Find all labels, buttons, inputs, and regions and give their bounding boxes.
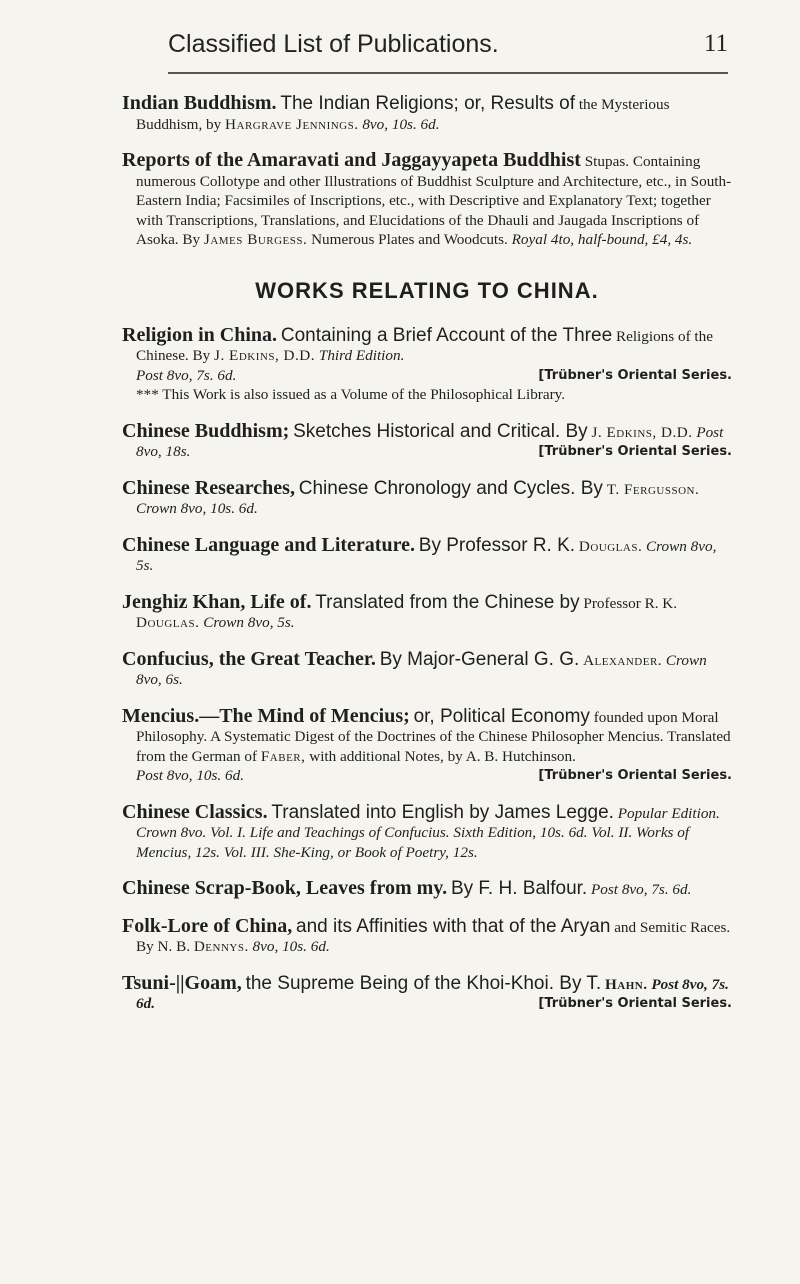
publication-list xyxy=(122,94,732,1031)
publication-entry xyxy=(122,647,732,690)
entry-price: Post 8vo, 10s. 6d. xyxy=(136,767,244,784)
entry-title: Containing a Brief Account of the Three xyxy=(280,324,613,346)
entry-series: [Trübner's Oriental Series. xyxy=(538,444,732,459)
page-header xyxy=(168,30,728,59)
publication-entry xyxy=(122,800,732,863)
entry-title: The Indian Religions; or, Results of xyxy=(280,93,576,114)
entry-price: Crown 8vo, 10s. 6d. xyxy=(136,500,258,517)
entry-title: By Major-General G. G. xyxy=(379,648,580,670)
entry-after: Numerous Plates and Woodcuts. xyxy=(311,231,508,248)
publication-entry xyxy=(122,914,732,957)
publication-entry xyxy=(122,476,732,519)
entry-title: Sketches Historical and Critical. By xyxy=(293,420,588,442)
entry-text: Professor R. K. xyxy=(583,594,678,612)
entry-lead: Reports of the Amaravati and Jaggayyapeta Buddhist xyxy=(122,149,581,171)
entry-author: J. Edkins, D.D. xyxy=(591,423,693,441)
entry-price: 8vo, 10s. 6d. xyxy=(362,115,440,133)
entry-edition: Third Edition. xyxy=(318,347,405,364)
entry-lead: Chinese Scrap-Book, Leaves from my. xyxy=(122,877,448,899)
section-heading: WORKS RELATING TO CHINA. xyxy=(255,277,599,303)
publication-entry xyxy=(122,533,732,576)
entry-text: and Semitic Races. By N. B. xyxy=(136,918,731,955)
entry-lead: Tsuni-||Goam, xyxy=(122,971,242,994)
entry-lead: Religion in China. xyxy=(122,323,278,346)
entry-title: By Professor R. K. xyxy=(418,534,576,556)
entry-author: Douglas. xyxy=(578,537,643,555)
entry-lead: Chinese Classics. xyxy=(122,800,268,823)
entry-price: Royal 4to, half-bound, £4, 4s. xyxy=(511,231,693,248)
entry-author: Dennys. xyxy=(193,938,249,955)
entry-lead: Folk-Lore of China, xyxy=(122,914,293,937)
entry-lead: Confucius, the Great Teacher. xyxy=(122,647,376,670)
entry-author: James Burgess. xyxy=(203,231,308,248)
entry-author: Douglas. xyxy=(136,614,200,631)
entry-lead: Chinese Buddhism; xyxy=(122,419,290,442)
entry-author: Alexander. xyxy=(583,651,663,669)
entry-lead: Chinese Language and Literature. xyxy=(122,533,415,556)
entry-lead: Chinese Researches, xyxy=(122,476,295,499)
entry-author: Hahn. xyxy=(604,975,648,993)
entry-series: [Trübner's Oriental Series. xyxy=(538,367,732,383)
entry-price: Crown 8vo, 5s. xyxy=(203,614,295,631)
publication-entry xyxy=(122,151,732,250)
entry-title: Translated from the Chinese by xyxy=(315,591,580,613)
entry-lead: Indian Buddhism. xyxy=(122,92,277,114)
entry-lead: Mencius.—The Mind of Mencius; xyxy=(122,704,410,727)
publication-entry xyxy=(122,590,732,633)
page-number: 11 xyxy=(703,30,728,57)
entry-price: Post 8vo, 18s. xyxy=(136,423,724,460)
publication-entry xyxy=(122,94,732,134)
entry-text: founded upon Moral Philosophy. A Systematic Digest of the Doctrines of the Chinese Philosopher Mencius. Translated from the German of xyxy=(136,708,731,765)
entry-series: [Trübner's Oriental Series. xyxy=(538,768,732,783)
header-rule xyxy=(168,72,728,74)
entry-lead: Jenghiz Khan, Life of. xyxy=(122,590,312,613)
entry-price: Crown 8vo, 6s. xyxy=(136,651,707,688)
entry-series: [Trübner's Oriental Series. xyxy=(538,996,732,1011)
entry-price: Crown 8vo, 5s. xyxy=(136,537,717,574)
publication-entry xyxy=(122,323,732,405)
entry-price: Post 8vo, 7s. 6d. xyxy=(591,881,692,898)
entry-title: or, Political Economy xyxy=(413,705,590,727)
entry-author: T. Fergusson. xyxy=(606,480,700,498)
entry-author: Faber, xyxy=(260,747,306,765)
publication-entry xyxy=(122,879,732,900)
entry-title: Translated into English by James Legge. xyxy=(271,801,614,823)
entry-author: J. Edkins, D.D. xyxy=(214,347,316,364)
entry-text: Popular Edition. Crown 8vo. Vol. I. Life and Teachings of Confucius. Sixth Edition, 10s. 6d. Vol. II. Works of Mencius, 12s. Vol. III. She-King, or Book of Poetry, 12s. xyxy=(136,804,720,861)
entry-note: *** This Work is also issued as a Volume of the Philosophical Library. xyxy=(136,386,566,403)
publication-entry xyxy=(122,704,732,786)
entry-author: Hargrave Jennings. xyxy=(225,115,359,133)
entry-title: Chinese Chronology and Cycles. By xyxy=(298,477,603,499)
publication-entry xyxy=(122,419,732,462)
page-title: Classified List of Publications. xyxy=(168,30,499,58)
entry-after: with additional Notes, by A. B. Hutchinson. xyxy=(309,747,576,765)
entry-price: Post 8vo, 7s. 6d. xyxy=(136,366,237,384)
entry-text: Stupas. Containing numerous Collotype and other Illustrations of Buddhist Sculpture and Architecture, etc., in South-Eastern India; Facsimiles of Inscriptions, etc., with Descriptive and Explanatory Text; together with Transcriptions, Translations, and Elucidations of the Dhauli and Jaugada Inscriptions of Asoka. By xyxy=(136,153,732,248)
entry-title: By F. H. Balfour. xyxy=(450,878,588,899)
entry-price: 8vo, 10s. 6d. xyxy=(252,938,330,955)
entry-text: Religions of the Chinese. By xyxy=(136,327,713,364)
entry-title: the Supreme Being of the Khoi-Khoi. By T. xyxy=(245,972,602,994)
entry-text: the Mysterious Buddhism, by xyxy=(136,96,670,133)
publication-entry xyxy=(122,971,732,1014)
entry-title: and its Affinities with that of the Aryan xyxy=(296,915,611,937)
entry-price: Post 8vo, 7s. 6d. xyxy=(136,975,729,1012)
